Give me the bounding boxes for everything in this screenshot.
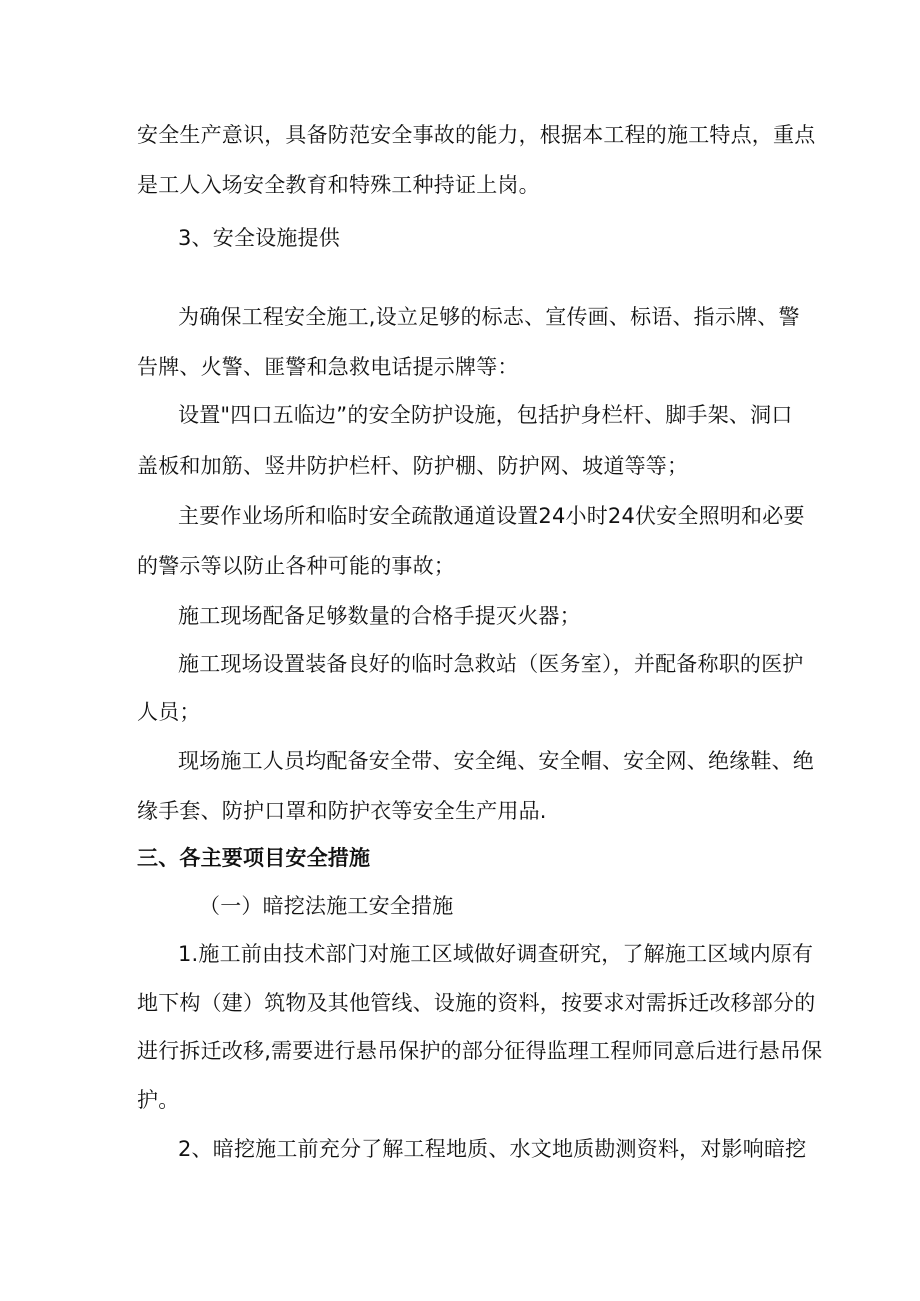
paragraph-line: 施工现场配备足够数量的合格手提灭火器；	[178, 604, 581, 628]
paragraph-line: 盖板和加筋、竖井防护栏杆、防护棚、防护网、坡道等等；	[137, 454, 689, 478]
paragraph-line: 进行拆迁改移,需要进行悬吊保护的部分征得监理工程师同意后进行悬吊保	[137, 1039, 823, 1063]
paragraph-line: 人员；	[137, 700, 201, 724]
paragraph-line: 的警示等以防止各种可能的事故；	[137, 554, 455, 578]
paragraph-line: 地下构（建）筑物及其他管线、设施的资料，按要求对需拆迁改移部分的	[137, 991, 816, 1015]
paragraph-line: 施工现场设置装备良好的临时急救站（医务室），并配备称职的医护	[178, 652, 804, 676]
paragraph-line: 主要作业场所和临时安全疏散通道设置24小时24伏安全照明和必要	[178, 504, 805, 528]
section-heading: 3、安全设施提供	[178, 226, 340, 250]
paragraph-line: 安全生产意识，具备防范安全事故的能力，根据本工程的施工特点，重点	[137, 123, 816, 147]
paragraph-line: 是工人入场安全教育和特殊工种持证上岗。	[137, 173, 540, 197]
paragraph-line: 2、暗挖施工前充分了解工程地质、水文地质勘测资料，对影响暗挖	[178, 1137, 807, 1161]
paragraph-line: 缘手套、防护口罩和防护衣等安全生产用品.	[137, 799, 547, 823]
subsection-heading: （一）暗挖法施工安全措施	[199, 894, 454, 918]
paragraph-line: 护。	[137, 1088, 180, 1112]
paragraph-line: 1.施工前由技术部门对施工区域做好调查研究，了解施工区域内原有	[178, 942, 814, 966]
section-heading: 三、各主要项目安全措施	[137, 846, 371, 870]
paragraph-line: 告牌、火警、匪警和急救电话提示牌等：	[137, 355, 519, 379]
paragraph-line: 设置"四口五临边”的安全防护设施，包括护身栏杆、脚手架、洞口	[178, 403, 793, 427]
paragraph-line: 为确保工程安全施工,设立足够的标志、宣传画、标语、指示牌、警	[178, 305, 800, 329]
paragraph-line: 现场施工人员均配备安全带、安全绳、安全帽、安全网、绝缘鞋、绝	[178, 749, 814, 773]
